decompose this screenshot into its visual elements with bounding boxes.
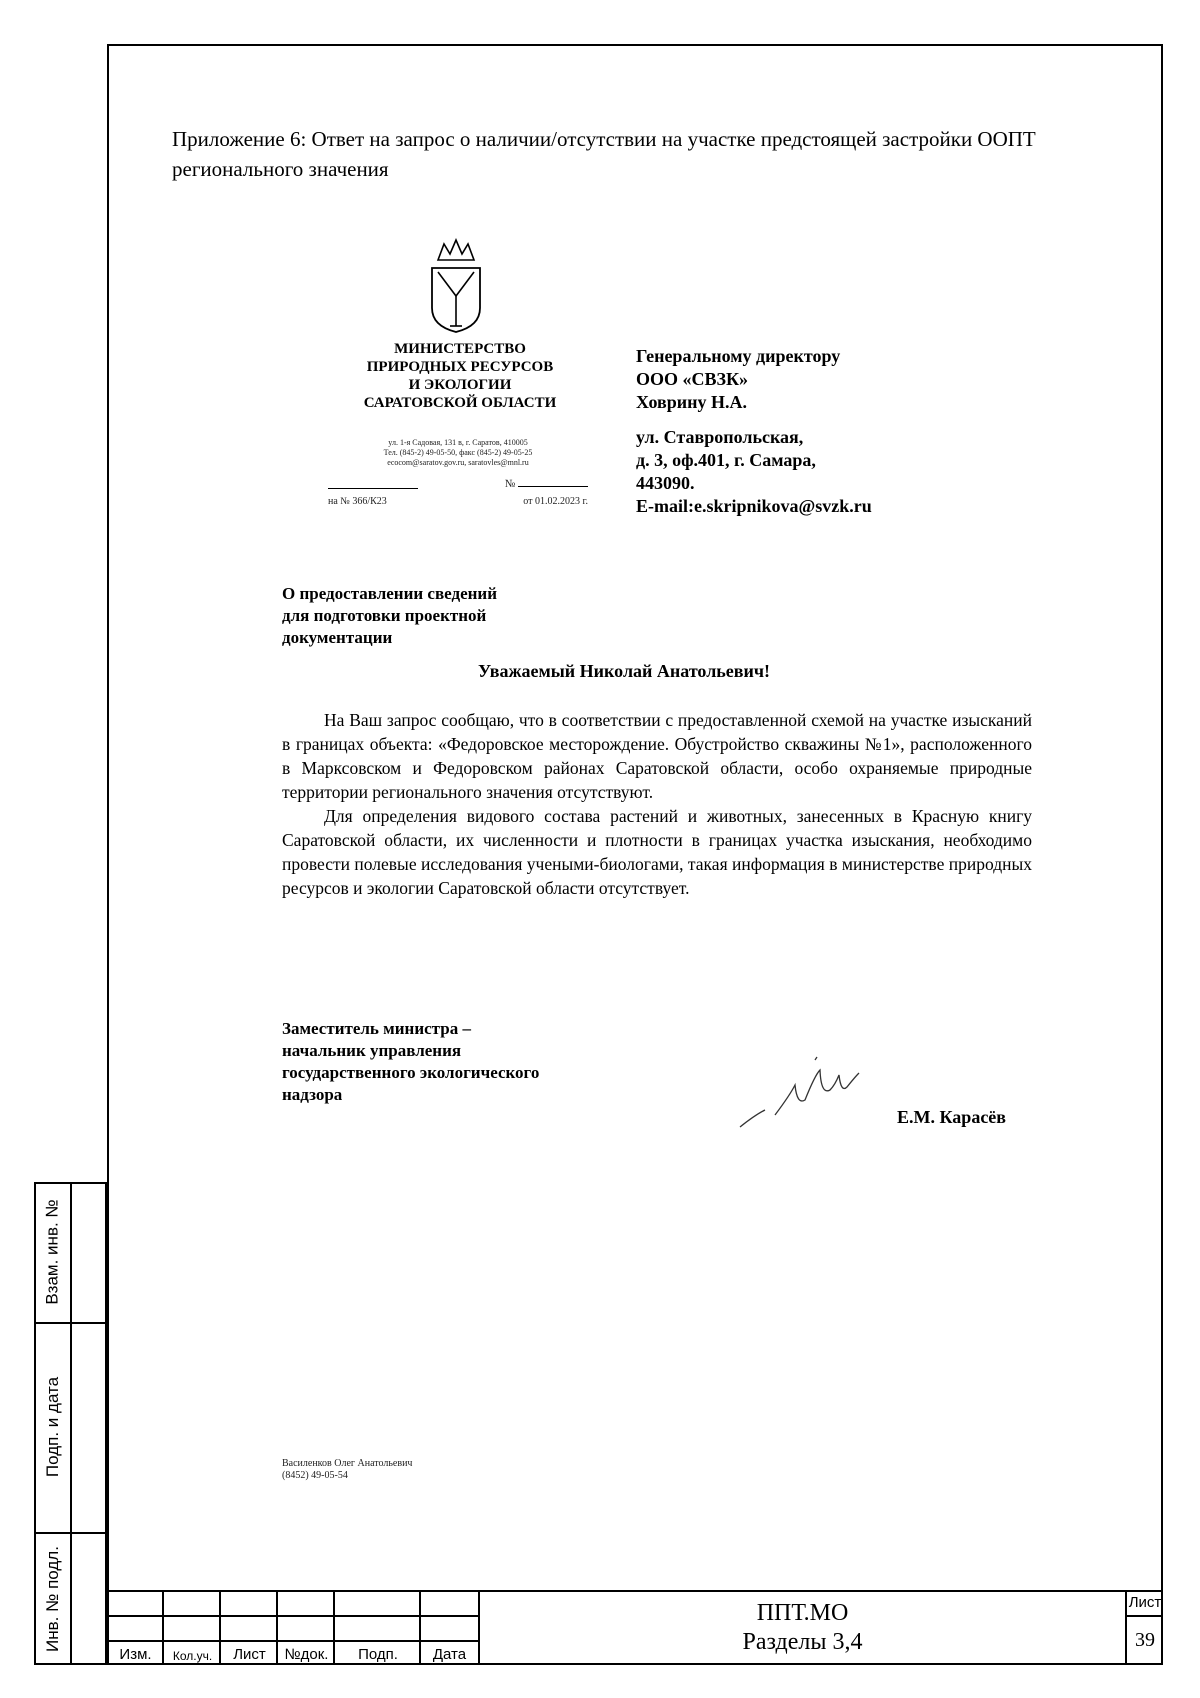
side-cell-inv: Инв. № подл. xyxy=(43,1545,62,1652)
signatory-title: Заместитель министра – начальник управления государственного экологического надзора xyxy=(282,1019,540,1104)
reference-date: от 01.02.2023 г. xyxy=(523,496,588,507)
side-cell-vzam: Взам. инв. № xyxy=(43,1199,63,1305)
document-code: ППТ.МО xyxy=(756,1600,849,1626)
recipient-block: Генеральному директору ООО «СВЗК» Ховрину Н.А. ул. Ставропольская, д. 3, оф.401, г. Самара, 443090. E-mail:e.skripnikova@svzk.ru xyxy=(636,346,872,516)
letter-body xyxy=(282,708,1032,900)
sheet-label: Лист xyxy=(1128,1594,1162,1611)
sheet-box xyxy=(1125,1590,1163,1665)
col-ndok: №док. xyxy=(284,1646,329,1663)
col-list: Лист xyxy=(233,1646,266,1663)
reference-number: на № 366/К23 xyxy=(328,496,387,507)
col-izm: Изм. xyxy=(119,1646,152,1663)
side-cell-podp: Подп. и дата xyxy=(43,1376,63,1478)
document-title xyxy=(478,1590,1125,1665)
document-section: Разделы 3,4 xyxy=(742,1629,863,1655)
greeting: Уважаемый Николай Анатольевич! xyxy=(478,661,771,681)
col-podp: Подп. xyxy=(358,1646,398,1663)
sheet-number: 39 xyxy=(1135,1629,1155,1651)
letter-subject: О предоставлении сведений для подготовки проектной документации xyxy=(282,584,497,647)
revision-table xyxy=(107,1590,478,1665)
appendix-caption: Приложение 6: Ответ на запрос о наличии/отсутствии на участке предстоящей застройки ООПТ регионального значения xyxy=(172,127,1036,181)
paragraph: Для определения видового состава растений и животных, занесенных в Красную книгу Саратовской области, их численности и плотности в границах участка изыскания, необходимо провести полевые исследования учеными-биологами, такая информация в министерстве природных ресурсов и экологии Саратовской области отсутствует. xyxy=(282,806,1032,898)
number-field xyxy=(518,476,588,487)
col-kol-uch: Кол.уч. xyxy=(172,1649,213,1663)
coat-of-arms-icon xyxy=(430,238,482,333)
ministry-name: МИНИСТЕРСТВО ПРИРОДНЫХ РЕСУРСОВ И ЭКОЛОГИИ САРАТОВСКОЙ ОБЛАСТИ xyxy=(363,341,557,411)
date-field xyxy=(328,476,418,489)
col-data: Дата xyxy=(432,1646,467,1663)
executor-info: Василенков Олег Анатольевич (8452) 49-05-54 xyxy=(282,1458,413,1481)
ministry-address: ул. 1-я Садовая, 131 в, г. Саратов, 410005 Тел. (845-2) 49-05-50, факс (845-2) 49-05-25 ecocom@saratov.gov.ru, saratovles@mnl.ru № на № 366/К23 от 01.02.2023 г. xyxy=(328,438,588,507)
signature-image xyxy=(735,1055,885,1135)
paragraph: На Ваш запрос сообщаю, что в соответствии с предоставленной схемой на участке изысканий в границах объекта: «Федоровское месторождение. Обустройство скважины №1», расположенного в Марксовском и Федоровском районах Саратовской области, особо охраняемые природные территории регионального значения отсутствуют. xyxy=(282,710,1032,802)
signatory-name: Е.М. Карасёв xyxy=(897,1107,1007,1127)
